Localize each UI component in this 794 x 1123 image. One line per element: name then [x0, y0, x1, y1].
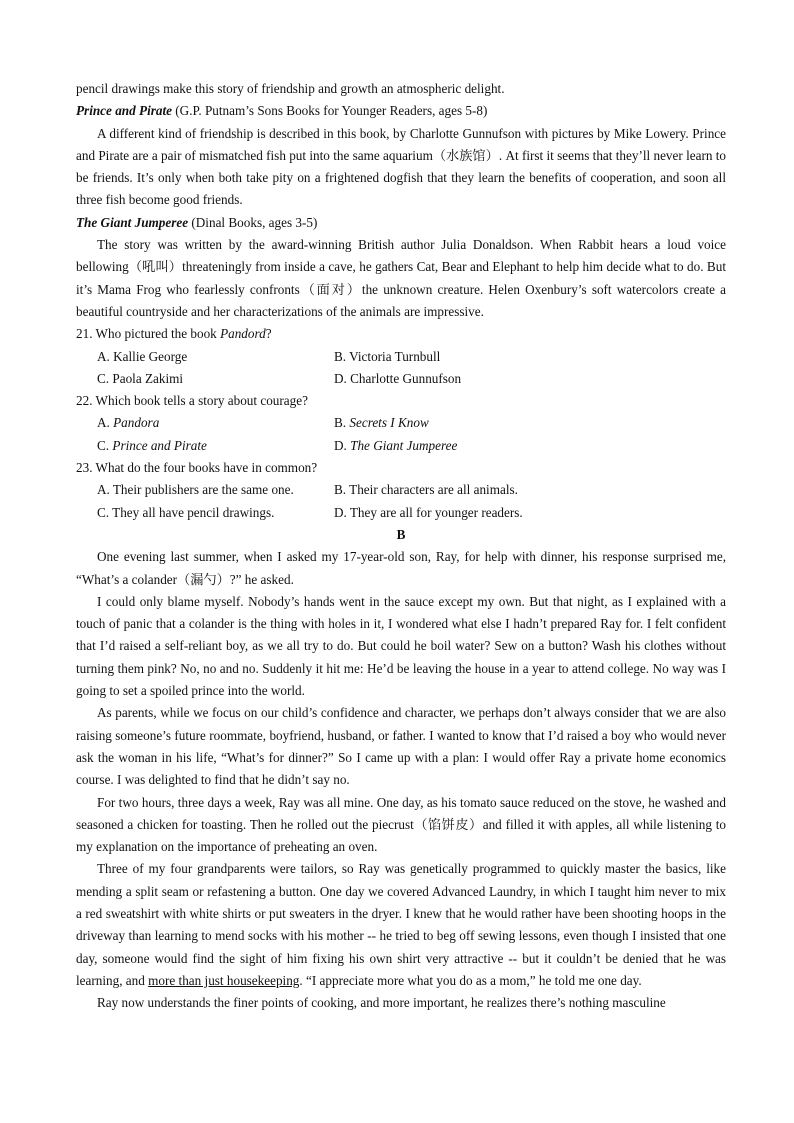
options-row — [76, 368, 726, 390]
book-title: The Giant Jumperee — [76, 214, 189, 230]
intro-line: pencil drawings make this story of friendship and growth an atmospheric delight. — [76, 81, 505, 96]
paragraph — [76, 858, 726, 992]
passage-paragraph-2 — [76, 591, 726, 702]
option-text: Secrets I Know — [349, 415, 429, 431]
paragraph-text: Three of my four grandparents were tailors, so Ray was genetically programmed to quickly master the basics, like mending a split seam or refastening a button. One day we covered Advanced Laundry, in which I taught him never to mix a red sweatshirt with white shirts or put sweaters in the dryer. I knew that he would rather have been shooting hoops in the driveway than learning to mend socks with his mother -- he tried to beg off sewing lessons, even though I insisted that one day, someone would find the sight of him fixing his own shirt very attractive -- but it couldn’t be denied that he was learning, and — [76, 861, 726, 988]
question-stem: 21. Who pictured the book — [76, 326, 221, 342]
option-text: Pandora — [113, 415, 160, 431]
question-21 — [76, 323, 726, 345]
paragraph: A different kind of friendship is described in this book, by Charlotte Gunnufson with pictures by Mike Lowery. Prince and Pirate are a pair of mismatched fish put into the same aquarium（水族馆）. At first it seems that they’ll never learn to be friends. It’s only when both take pity on a frightened dogfish that they learn the benefits of cooperation, and soon all three fish become good friends. — [76, 125, 726, 208]
paragraph: Ray now understands the finer points of cooking, and more important, he realizes there’s nothing masculine — [97, 995, 666, 1011]
book-meta: (Dinal Books, ages 3-5) — [188, 214, 318, 230]
option-c[interactable]: C. Paola Zakimi — [97, 370, 184, 386]
options-row — [76, 435, 726, 457]
paragraph-text: . “I appreciate more what you do as a mom,” he told me one day. — [299, 972, 642, 988]
book-description-giant — [76, 234, 726, 323]
option-b[interactable]: B. Victoria Turnbull — [334, 348, 441, 364]
option-d[interactable] — [334, 435, 726, 457]
option-c[interactable]: C. They all have pencil drawings. — [97, 504, 275, 520]
option-letter: B. — [334, 415, 350, 431]
paragraph: I could only blame myself. Nobody’s hands went in the sauce except my own. But that night, as I explained with a touch of panic that a colander is the thing with holes in it, I wondered what else I hadn’t prepared Ray for. I felt confident that I’d raised a self-reliant boy, as we all try to do. But could he boil water? Sew on a button? Wash his clothes without turning them pink? No, no and no. Suddenly it hit me: He’d be leaving the house in a year to attend college. No way was I going to set a spoiled prince into the world. — [76, 593, 726, 699]
option-text: Prince and Pirate — [112, 437, 207, 453]
paragraph: One evening last summer, when I asked my 17-year-old son, Ray, for help with dinner, his response surprised me, “What’s a colander（漏勺）?” he asked. — [76, 549, 726, 587]
option-d[interactable]: D. They are all for younger readers. — [334, 504, 523, 520]
paragraph: The story was written by the award-winning British author Julia Donaldson. When Rabbit hears a loud voice bellowing（吼叫）threateningly from inside a cave, he gathers Cat, Bear and Elephant to help him decide what to do. But it’s Mama Frog who fearlessly confronts（面对）the unknown creature. Helen Oxenbury’s soft watercolors create a beautiful countryside and her characterizations of the animals are impressive. — [76, 237, 726, 319]
passage-paragraph-6 — [76, 992, 726, 1014]
passage-paragraph-1 — [76, 546, 726, 591]
options-row — [76, 502, 726, 524]
option-letter: D. — [334, 437, 351, 453]
passage-paragraph-4 — [76, 792, 726, 859]
option-c[interactable] — [76, 435, 334, 457]
book-meta: (G.P. Putnam’s Sons Books for Younger Readers, ages 5-8) — [171, 103, 488, 119]
paragraph: As parents, while we focus on our child’s confidence and character, we perhaps don’t always consider that we are also raising someone’s future roommate, boyfriend, husband, or father. I wanted to know that I’d raised a boy who would never ask the woman in his life, “What’s for dinner?” So I came up with a plan: I would offer Ray a private home economics course. I was delighted to find that he didn’t say no. — [76, 705, 726, 788]
option-b[interactable]: B. Their characters are all animals. — [334, 482, 518, 498]
option-a[interactable]: A. Kallie George — [97, 348, 188, 364]
options-row — [76, 412, 726, 434]
passage-paragraph-3 — [76, 702, 726, 791]
option-a[interactable] — [76, 412, 334, 434]
book-title: Prince and Pirate — [76, 103, 172, 119]
question-stem-title: Pandord — [220, 326, 266, 342]
passage-paragraph-5 — [76, 858, 726, 992]
document-page — [76, 78, 726, 1014]
option-letter: A. — [97, 415, 114, 431]
underlined-phrase: more than just housekeeping — [148, 972, 300, 988]
options-row — [76, 479, 726, 501]
section-heading: B — [396, 526, 406, 542]
book-description-prince — [76, 123, 726, 212]
options-row — [76, 346, 726, 368]
book-heading-prince — [76, 100, 726, 122]
option-b[interactable] — [334, 412, 726, 434]
option-a[interactable]: A. Their publishers are the same one. — [97, 482, 294, 498]
question-stem-end: ? — [265, 326, 272, 342]
question-22: 22. Which book tells a story about courage? — [76, 393, 308, 409]
option-d[interactable]: D. Charlotte Gunnufson — [334, 370, 462, 386]
option-letter: C. — [97, 437, 113, 453]
option-text: The Giant Jumperee — [350, 437, 458, 453]
paragraph: For two hours, three days a week, Ray was all mine. One day, as his tomato sauce reduced on the stove, he washed and seasoned a chicken for toasting. Then he rolled out the piecrust（馅饼皮）and filled it with apples, all while listening to my explanation on the importance of preheating an oven. — [76, 794, 726, 855]
book-heading-giant — [76, 212, 726, 234]
question-23: 23. What do the four books have in common? — [76, 460, 318, 476]
